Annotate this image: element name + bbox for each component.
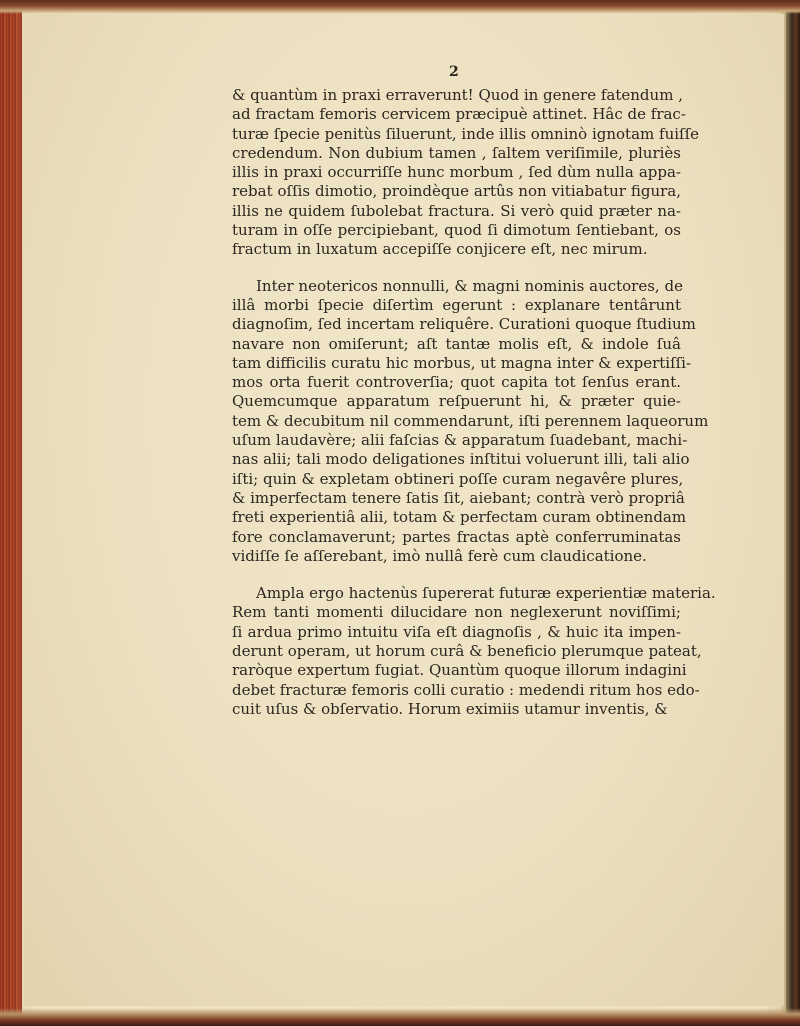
- text-line: freti experientiâ alii, totam & perfectam curam obtinendam: [232, 508, 687, 527]
- text-line: ſi ardua primo intuitu viſa eſt diagnoſis , & huic ita impen-: [232, 622, 681, 641]
- text-line: turæ ſpecie penitùs ſiluerunt, inde illis omninò ignotam fuiſſe: [232, 124, 700, 143]
- text-line: illis in praxi occurriſſe hunc morbum , ſed dùm nulla appa-: [232, 163, 681, 182]
- text-line: raròque expertum fugiat. Quantùm quoque illorum indagini: [232, 661, 687, 680]
- book-spine-edge: [0, 0, 22, 1026]
- text-line: rebat oſſis dimotio, proindèque artûs non vitiabatur figura,: [232, 182, 681, 201]
- text-line: nas alii; tali modo deligationes inſtitui voluerunt illi, tali alio: [232, 450, 690, 469]
- paragraph-2: [232, 276, 709, 566]
- text-line: Rem tanti momenti dilucidare non neglexerunt noviſſimi;: [232, 603, 681, 622]
- page-bottom-edge: [0, 1008, 800, 1026]
- text-line: Inter neotericos nonnulli, & magni nominis auctores, de: [256, 276, 683, 295]
- text-line: debet fracturæ femoris colli curatio : medendi ritum hos edo-: [232, 680, 700, 699]
- text-line: cuit uſus & obſervatio. Horum eximiis utamur inventis, &: [232, 699, 668, 718]
- body-text: [232, 86, 716, 719]
- text-line: illis ne quidem ſubolebat fractura. Si verò quid præter na-: [232, 201, 681, 220]
- text-line: Ampla ergo hactenùs ſupererat futuræ experientiæ materia.: [256, 584, 716, 603]
- text-line: & imperfectam tenere ſatis ſit, aiebant; contrà verò propriâ: [232, 488, 685, 507]
- page-right-edge: [786, 0, 800, 1026]
- text-line: Quemcumque apparatum reſpuerunt hi, & præter quie-: [232, 392, 681, 411]
- text-line: uſum laudavère; alii faſcias & apparatum ſuadebant, machi-: [232, 431, 688, 450]
- text-line: vidiſſe ſe aſſerebant, imò nullâ ferè cum claudicatione.: [232, 546, 647, 565]
- text-line: diagnoſim, ſed incertam reliquêre. Curationi quoque ſtudium: [232, 315, 696, 334]
- text-line: fractum in luxatum accepiſſe conjicere eſt, nec mirum.: [232, 240, 648, 259]
- text-line: turam in oſſe percipiebant, quod ſi dimotum ſentiebant, os: [232, 221, 681, 240]
- page-top-edge: [0, 0, 800, 14]
- text-line: navare non omiſerunt; aſt tantæ molis eſt, & indole ſuâ: [232, 334, 681, 353]
- text-line: illâ morbi ſpecie diſertìm egerunt : explanare tentârunt: [232, 295, 681, 314]
- text-line: mos orta fuerit controverſia; quot capita tot ſenſus erant.: [232, 373, 681, 392]
- text-line: iſti; quin & expletam obtineri poſſe curam negavêre plures,: [232, 469, 684, 488]
- page-number: 2: [449, 64, 459, 80]
- paragraph-3: [232, 584, 716, 719]
- text-line: fore conclamaverunt; partes fractas aptè conferruminatas: [232, 527, 681, 546]
- text-line: derunt operam, ut horum curâ & beneficio plerumque pateat,: [232, 642, 702, 661]
- text-line: tem & decubitum nil commendarunt, iſti perennem laqueorum: [232, 411, 709, 430]
- text-line: & quantùm in praxi erraverunt! Quod in genere fatendum ,: [232, 86, 683, 104]
- text-line: ad fractam femoris cervicem præcipuè attinet. Hâc de frac-: [232, 105, 686, 124]
- text-line: credendum. Non dubium tamen , ſaltem veriſimile, pluriès: [232, 143, 681, 162]
- text-line: tam difficilis curatu hic morbus, ut magna inter & expertiſſi-: [232, 353, 692, 372]
- paragraph-1: [232, 86, 700, 260]
